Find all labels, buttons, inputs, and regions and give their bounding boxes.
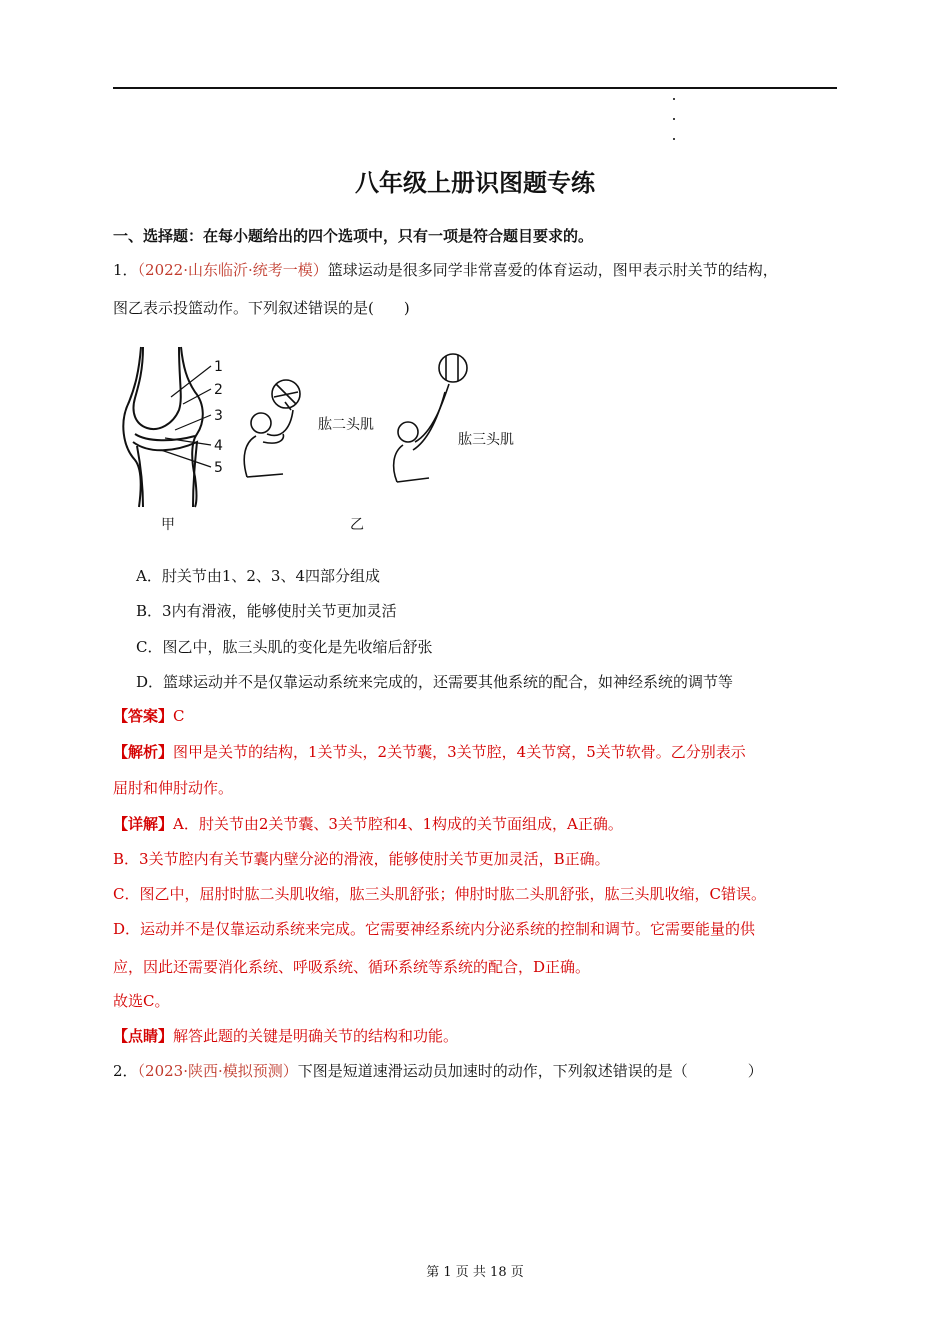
option-c: C．图乙中，肱三头肌的变化是先收缩后舒张 xyxy=(136,638,433,656)
player-extend xyxy=(394,354,467,482)
detail-tag: 【详解】 xyxy=(113,815,174,833)
tip-text: 解答此题的关键是明确关节的结构和功能。 xyxy=(173,1027,459,1045)
caption-yi: 乙 xyxy=(350,517,364,533)
detail-line-a xyxy=(113,814,623,834)
tip-line xyxy=(113,1026,458,1046)
header-rule xyxy=(113,87,837,89)
figure-number-5: 5 xyxy=(214,460,223,476)
question-2-line xyxy=(113,1061,763,1081)
question-number: 1． xyxy=(113,261,138,279)
answer-value: C xyxy=(173,707,185,725)
caption-jia: 甲 xyxy=(161,517,175,533)
label-biceps: 肱二头肌 xyxy=(318,417,374,433)
analysis-line1 xyxy=(113,742,746,762)
figure-svg xyxy=(113,342,523,537)
figure-number-4: 4 xyxy=(214,438,223,454)
figure-number-1: 1 xyxy=(214,359,223,375)
margin-dots xyxy=(673,98,677,148)
figure-number-3: 3 xyxy=(214,408,223,424)
detail-line-b: B．3关节腔内有关节囊内壁分泌的滑液，能够使肘关节更加灵活，B正确。 xyxy=(113,850,610,868)
conclusion-line: 故选C。 xyxy=(113,992,170,1010)
detail-line-d1: D．运动并不是仅靠运动系统来完成。它需要神经系统内分泌系统的控制和调节。它需要能量的供 xyxy=(113,920,756,938)
option-d: D．篮球运动并不是仅靠运动系统来完成的，还需要其他系统的配合，如神经系统的调节等 xyxy=(136,673,734,691)
analysis-tag: 【解析】 xyxy=(113,743,174,761)
answer-tag: 【答案】 xyxy=(113,707,174,725)
label-triceps: 肱三头肌 xyxy=(458,432,514,448)
detail-line-c: C．图乙中，屈肘时肱二头肌收缩，肱三头肌舒张；伸肘时肱二头肌舒张，肱三头肌收缩，C错误。 xyxy=(113,885,766,903)
page-footer: 第 1 页 共 18 页 xyxy=(426,1265,524,1280)
tip-tag: 【点睛】 xyxy=(113,1027,174,1045)
question-2-number: 2． xyxy=(113,1062,138,1080)
answer-line xyxy=(113,706,185,726)
detail-line-d2: 应，因此还需要消化系统、呼吸系统、循环系统等系统的配合，D正确。 xyxy=(113,958,591,976)
analysis-text: 图甲是关节的结构，1关节头，2关节囊，3关节腔，4关节窝，5关节软骨。乙分别表示 xyxy=(173,743,746,761)
elbow-figure xyxy=(113,342,523,537)
figure-number-2: 2 xyxy=(214,382,223,398)
question-source: （2022·山东临沂·统考一模） xyxy=(137,261,328,279)
option-a: A．肘关节由1、2、3、4四部分组成 xyxy=(136,567,381,585)
option-b: B．3内有滑液，能够使肘关节更加灵活 xyxy=(136,602,397,620)
question-2-stem: 下图是短道速滑运动员加速时的动作，下列叙述错误的是（ ） xyxy=(297,1062,763,1080)
detail-a-text: A．肘关节由2关节囊、3关节腔和4、1构成的关节面组成，A正确。 xyxy=(173,815,623,833)
question-1-line2: 图乙表示投篮动作。下列叙述错误的是( ) xyxy=(113,299,410,317)
joint-diagram xyxy=(123,347,202,507)
question-stem: 篮球运动是很多同学非常喜爱的体育运动，图甲表示肘关节的结构， xyxy=(327,261,778,279)
question-2-source: （2023·陕西·模拟预测） xyxy=(137,1062,298,1080)
question-1-line1 xyxy=(113,260,778,280)
section-heading: 一、选择题：在每小题给出的四个选项中，只有一项是符合题目要求的。 xyxy=(113,227,594,245)
page-title: 八年级上册识图题专练 xyxy=(355,169,595,197)
analysis-line2: 屈肘和伸肘动作。 xyxy=(113,779,234,797)
player-flex xyxy=(244,380,300,477)
